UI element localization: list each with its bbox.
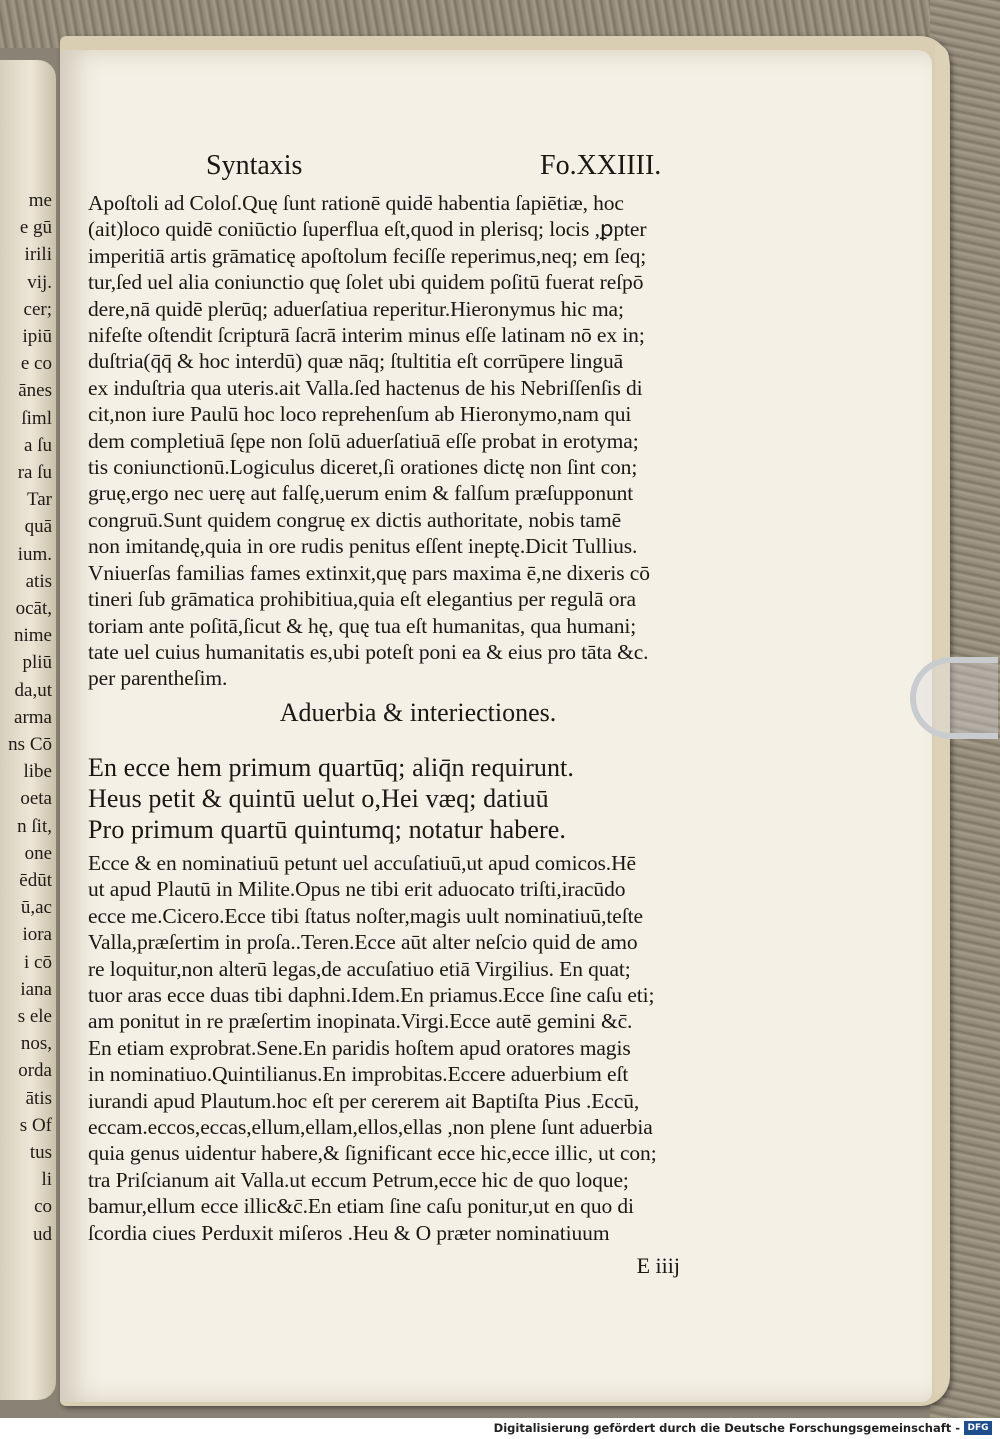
text-line: eccam.eccos,eccas,ellum,ellam,ellos,ellas ,non plene ſunt aduerbia (88, 1115, 653, 1140)
left-page-fragment: ēdūt (19, 870, 52, 891)
text-line: re loquitur,non alterū legas,de accuſatiuo etiā Virgilius. En quat; (88, 956, 631, 981)
text-line: non imitandę,quia in ore rudis penitus eſſent ineptę.Dicit Tullius. (88, 534, 638, 559)
text-line: dere,nā quidē plerūq; aduerſatiua reperitur.Hieronymus hic ma; (88, 296, 624, 321)
text-line: am ponitut in re præſertim inopinata.Virgi.Ecce autē gemini &c̄. (88, 1009, 633, 1034)
left-page-fragment: a ſu (24, 434, 52, 456)
left-page-fragment: ra ſu (17, 462, 52, 483)
text-line: toriam ante poſitā,ſicut & hę, quę tua eſt humanitas, qua humani; (88, 613, 637, 638)
text-line: tate uel cuius humanitatis es,ubi poteſt poni ea & eius pro tāta &c. (88, 639, 649, 664)
text-line: En ecce hem primum quartūq; aliq̄n requirunt. (88, 753, 574, 782)
left-page-fragment: iora (22, 924, 52, 946)
left-page-fragment: da,ut (14, 679, 52, 701)
left-page-fragment: orda (18, 1060, 52, 1082)
left-page-fragment: e co (20, 353, 52, 375)
left-page-fragment: ātis (25, 1087, 52, 1109)
left-page-fragment: ſiml (21, 407, 52, 429)
text-line: ecce me.Cicero.Ecce tibi ſtatus noſter,magis uult nominatiuū,teſte (88, 903, 643, 928)
text-line: congruū.Sunt quidem congruę ex dictis authoritate, nobis tamē (88, 507, 622, 532)
text-line: Heus petit & quintū uelut o,Hei væq; datiuū (88, 784, 549, 813)
left-page-fragment: atis (25, 570, 52, 592)
text-line: tis coniunctionū.Logiculus diceret,ſi orationes dictę non ſint con; (88, 455, 638, 480)
left-page-margin (0, 60, 56, 1400)
text-line: nifeſte oſtendit ſcripturā ſacrā interim minus eſſe latinam nō ex in; (88, 323, 645, 348)
text-line: Valla,præſertim in proſa..Teren.Ecce aūt alter neſcio quid de amo (88, 930, 638, 955)
left-page-fragment: oeta (20, 788, 52, 810)
text-line: dem completiuā ſępe non ſolū aduerſatiuā eſſe probat in erotyma; (88, 428, 639, 453)
text-line: Apoſtoli ad Coloſ.Quę ſunt rationē quidē habentia ſapiētiæ, hoc (88, 191, 624, 215)
text-line: tra Priſcianum ait Valla.ut eccum Petrum,ecce hic de quo loque; (88, 1167, 629, 1192)
left-page-fragment: tus (29, 1142, 52, 1163)
footer-credit: Digitalisierung gefördert durch die Deutsche Forschungsgemeinschaft - (493, 1421, 960, 1435)
text-line: duſtria(q̄q̄ & hoc interdū) quæ nāq; ſtultitia eſt corrūpere linguā (88, 349, 624, 374)
text-line: ut apud Plautū in Milite.Opus ne tibi erit aduocato triſti,iracūdo (88, 877, 626, 902)
left-page-fragment: ipiū (22, 326, 52, 347)
left-page-fragment: ns Cō (8, 734, 52, 755)
text-line: Ecce & en nominatiuū petunt uel accuſatiuū,ut apud comicos.Hē (88, 851, 636, 875)
text-line: imperitiā artis grāmaticę apoſtolum feciſſe reperimus,neq; em ſeq; (88, 243, 647, 268)
left-page-fragment: ud (33, 1223, 52, 1245)
footer-bar (0, 1418, 1000, 1439)
text-line: ex induſtria qua uteris.ait Valla.ſed hactenus de his Nebriſſenſis di (88, 375, 643, 400)
text-line: bamur,ellum ecce illic&c̄.En etiam ſine caſu ponitur,ut en quo di (88, 1194, 634, 1219)
verse-block (88, 752, 574, 845)
text-line: iurandi apud Plautum.hoc eſt per cererem ait Baptiſta Pius .Eccū, (88, 1088, 640, 1113)
text-line: (ait)loco quidē coniūctio ſuperflua eſt,quod in plerisq; locis ,ꝑpter (88, 217, 647, 242)
text-line: per parentheſim. (88, 666, 228, 691)
section-heading: Aduerbia & interiectiones. (279, 698, 557, 727)
paragraph-2 (88, 850, 657, 1246)
text-line: En etiam exprobrat.Sene.En paridis hoſtem apud oratores magis (88, 1035, 631, 1060)
left-page-fragment: e gū (19, 217, 52, 239)
left-page-fragment: irili (24, 244, 52, 266)
left-page-fragment: one (24, 842, 52, 864)
text-line: tur,ſed uel alia coniunctio quę ſolet ubi quidem poſitū fuerat reſpō (88, 270, 644, 295)
left-page-fragment: li (41, 1169, 52, 1191)
text-line: quia genus uidentur habere,& ſignificant ecce hic,ecce illic, ut con; (88, 1141, 657, 1166)
text-line: ſcordia ciues Perduxit miſeros .Heu & O præter nominatiuum (88, 1220, 610, 1245)
left-page-fragment: nos, (20, 1033, 52, 1055)
text-line: in nominatiuo.Quintilianus.En improbitas.Eccere aduerbium eſt (88, 1062, 629, 1087)
left-page-fragment: ocāt, (15, 598, 52, 619)
left-page-fragment: ānes (18, 380, 52, 402)
left-page-fragment: libe (23, 761, 52, 783)
left-page-fragment: s Of (19, 1114, 52, 1136)
left-page-fragment: nime (14, 625, 52, 647)
left-page-fragment: cer; (23, 298, 52, 320)
folio-number: Fo.XXIIII. (540, 150, 662, 181)
dfg-logo-icon: DFG (964, 1421, 992, 1435)
left-page-fragment: ium. (17, 543, 52, 565)
left-page-fragment: ū,ac (20, 897, 52, 919)
clip-ring-icon (910, 657, 998, 739)
left-page-fragment: me (28, 190, 52, 211)
text-line: cit,non iure Paulū hoc loco reprehenſum ab Hieronymo,nam qui (88, 402, 632, 427)
paragraph-1 (88, 190, 650, 692)
text-line: tineri ſub grāmatica prohibitiua,quia eſt elegantius per regulā ora (88, 587, 636, 612)
text-line: gruę,ergo nec uerę aut falſę,uerum enim & falſum præſupponunt (88, 481, 634, 506)
left-page-fragment: arma (14, 706, 52, 728)
left-page-fragment: s ele (17, 1006, 52, 1027)
text-line: Vniuerſas familias fames extinxit,quę pars maxima ē,ne dixeris cō (88, 560, 650, 585)
left-page-fragment: pliū (22, 652, 52, 674)
text-line: tuor aras ecce duas tibi daphni.Idem.En priamus.Ecce ſine caſu eti; (88, 983, 655, 1008)
left-page-fragment: n ſit, (17, 815, 52, 837)
left-page-fragment: vij. (27, 271, 52, 293)
page-clip (910, 657, 1000, 747)
left-page-fragment: Tar (26, 489, 52, 511)
signature-mark: E iiij (636, 1253, 680, 1278)
running-title: Syntaxis (206, 150, 303, 181)
text-line: Pro primum quartū quintumq; notatur habere. (88, 815, 566, 844)
left-page-fragment: co (34, 1196, 52, 1218)
left-page-fragment: iana (20, 978, 52, 1000)
left-page-fragment: quā (24, 516, 52, 538)
left-page-fragment: i cō (24, 951, 52, 973)
